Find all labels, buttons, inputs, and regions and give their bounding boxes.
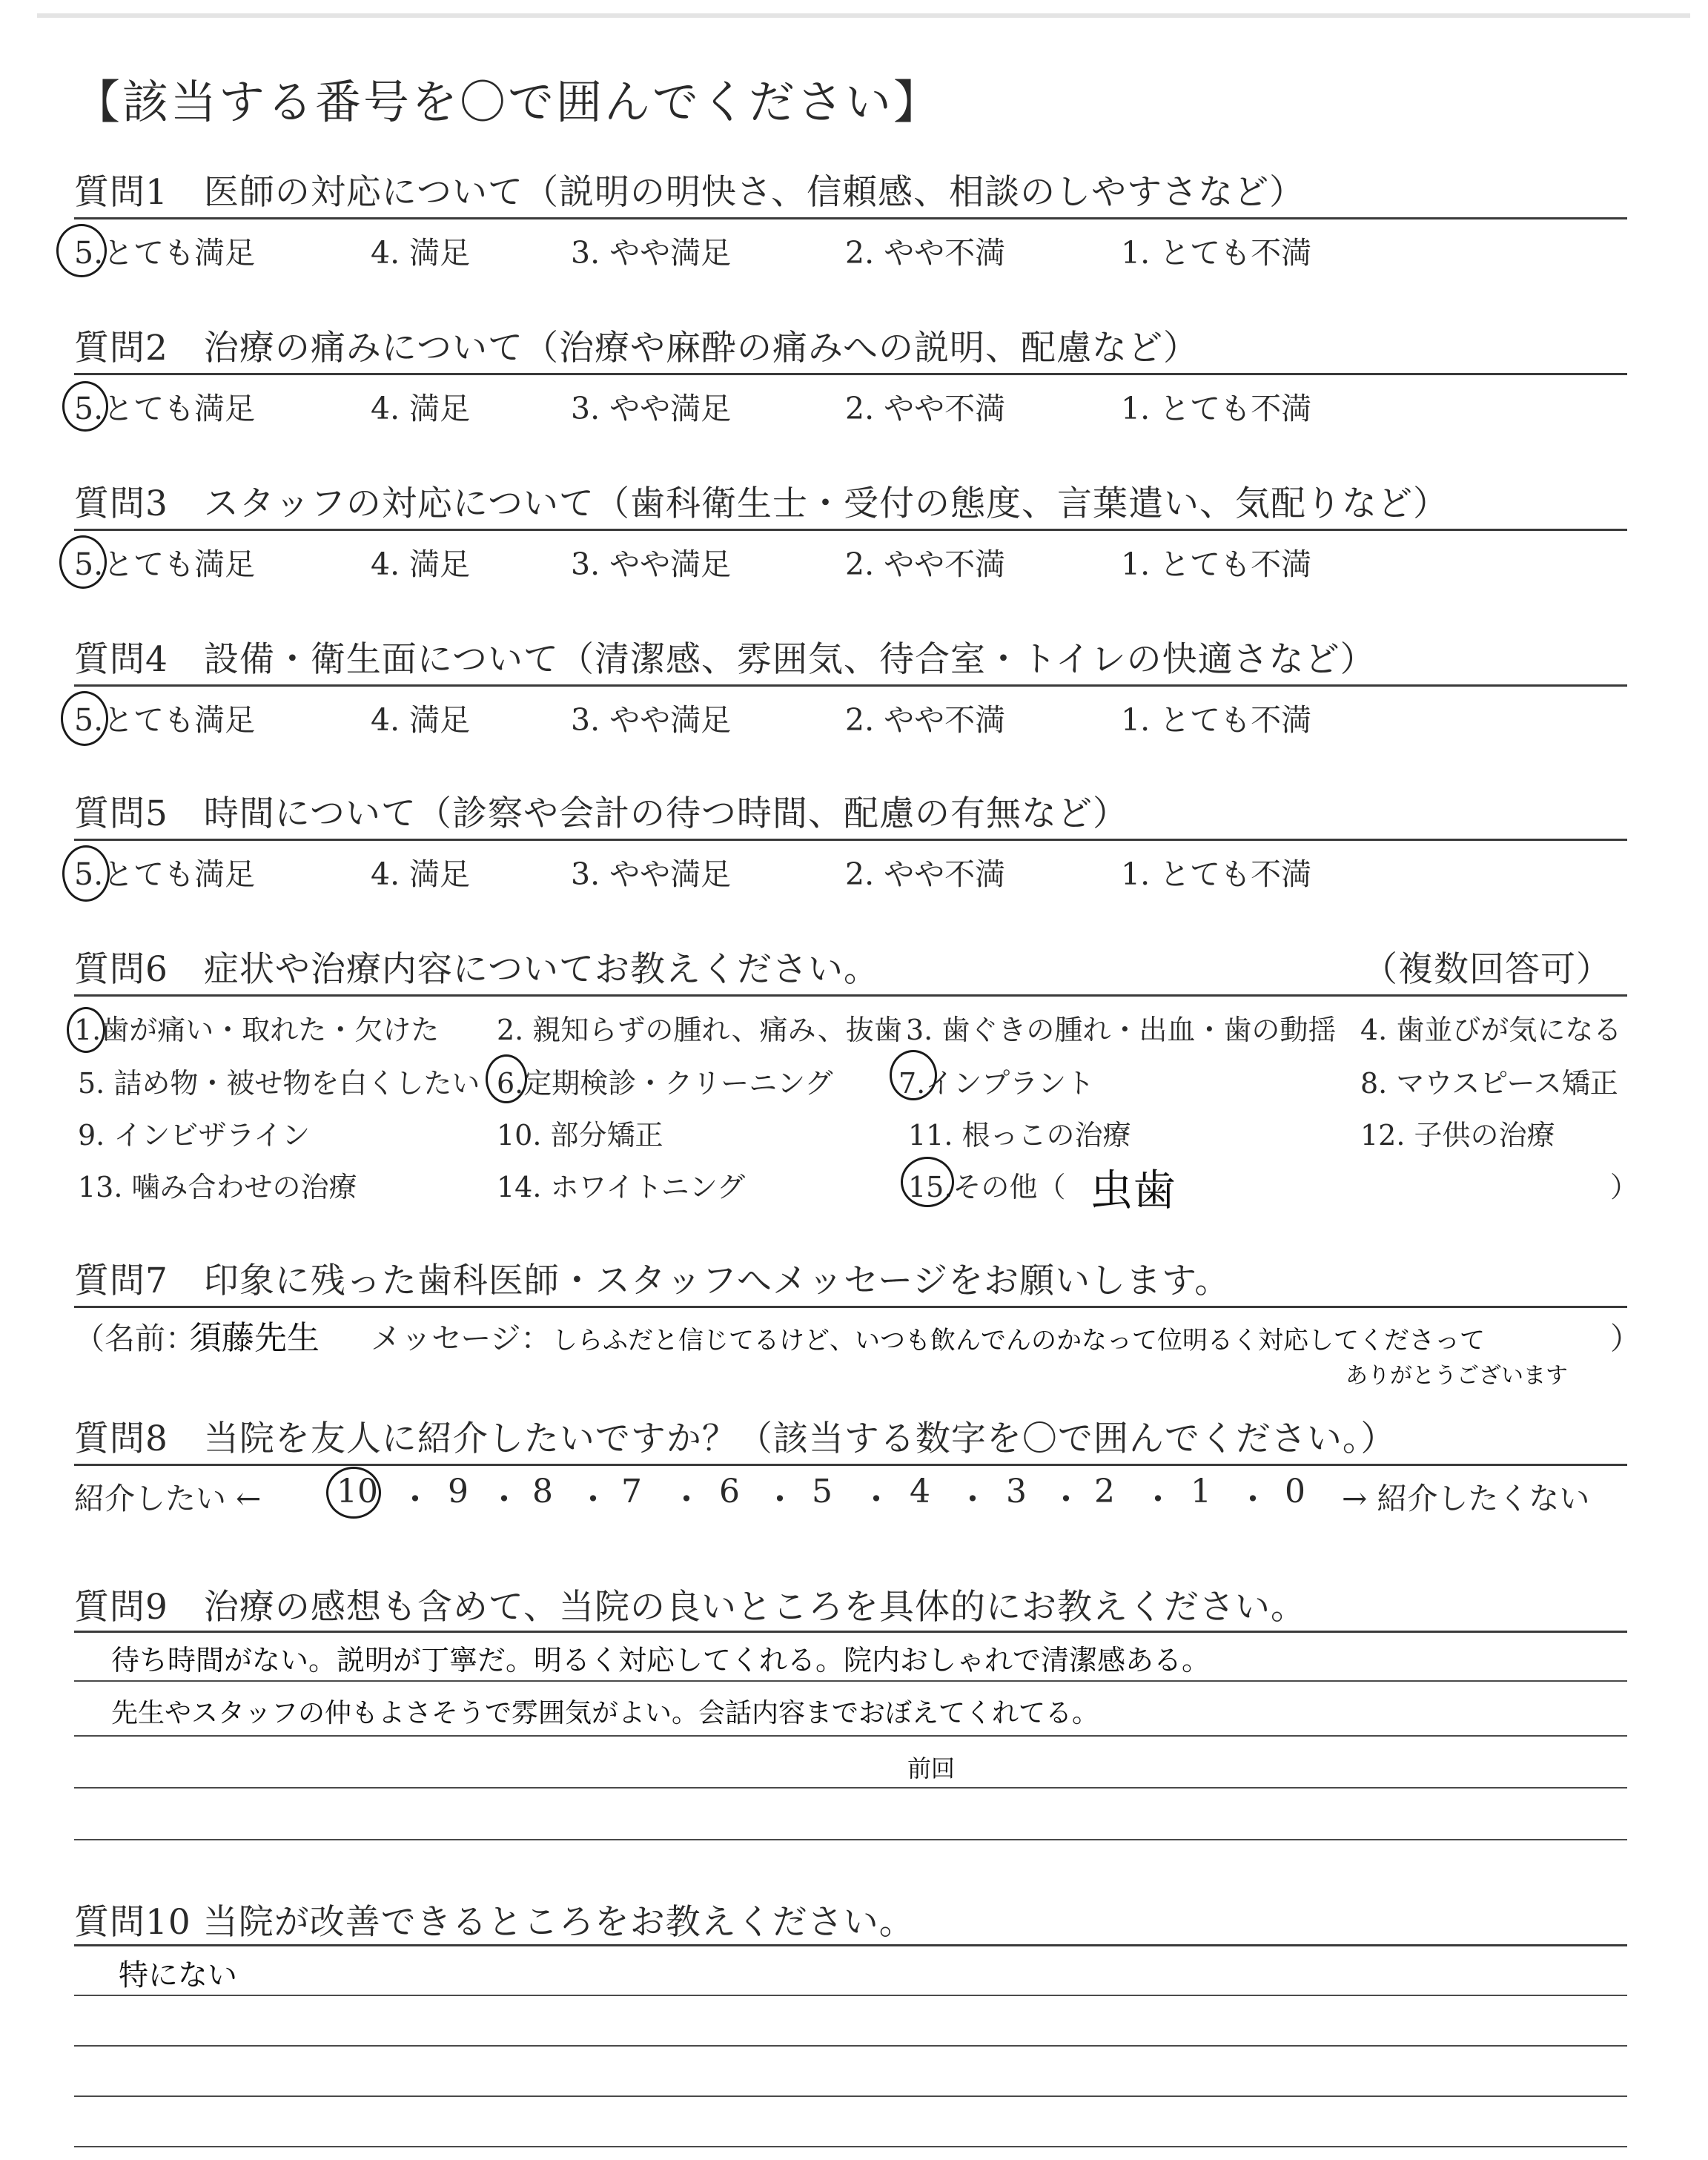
q10-writing-line xyxy=(74,1995,1627,1996)
q9-handwritten-answer-line2: 先生やスタッフの仲もよさそうで雰囲気がよい。会話内容までおぼえてくれてる。 xyxy=(111,1698,1099,1728)
q3-option-5[interactable]: 5.とても満足 xyxy=(74,546,256,582)
q2-option-2[interactable]: 2. やや不満 xyxy=(845,391,1006,426)
q2-option-4[interactable]: 4. 満足 xyxy=(371,391,471,426)
q8-score-2[interactable]: 2 xyxy=(1094,1473,1115,1510)
q10-writing-line xyxy=(74,2095,1627,2097)
q4-option-2[interactable]: 2. やや不満 xyxy=(845,702,1006,738)
q8-score-7[interactable]: 7 xyxy=(621,1473,642,1510)
q6-circle-option-7 xyxy=(890,1050,937,1100)
q3-option-4[interactable]: 4. 満足 xyxy=(371,546,471,582)
q1-option-2[interactable]: 2. やや不満 xyxy=(845,235,1006,271)
question-2-rule xyxy=(74,373,1627,375)
q8-dot-separator: ・ xyxy=(1237,1481,1269,1519)
q6-option-5[interactable]: 5. 詰め物・被せ物を白くしたい xyxy=(78,1067,480,1100)
q6-circle-option-15 xyxy=(901,1157,954,1207)
question-8-rule xyxy=(74,1464,1627,1466)
q6-option-1[interactable]: 1.歯が痛い・取れた・欠けた xyxy=(74,1014,440,1046)
q6-option-4[interactable]: 4. 歯並びが気になる xyxy=(1360,1014,1622,1046)
q8-dot-separator: ・ xyxy=(488,1481,520,1519)
question-5-rule xyxy=(74,839,1627,841)
q4-option-1[interactable]: 1. とても不満 xyxy=(1121,702,1312,738)
q10-writing-line xyxy=(74,2146,1627,2147)
q5-option-3[interactable]: 3. やや満足 xyxy=(571,856,732,892)
q6-circle-option-6 xyxy=(486,1054,527,1103)
q7-name-handwritten: 須藤先生 xyxy=(189,1319,320,1357)
q10-writing-line xyxy=(74,2045,1627,2047)
q3-selection-circle xyxy=(59,535,107,589)
scan-edge xyxy=(37,13,1690,18)
q2-option-3[interactable]: 3. やや満足 xyxy=(571,391,732,426)
q6-other-close-paren: ） xyxy=(1610,1171,1639,1203)
q8-score-4[interactable]: 4 xyxy=(910,1473,930,1510)
q9-writing-line xyxy=(74,1680,1627,1682)
q6-option-13[interactable]: 13. 噛み合わせの治療 xyxy=(78,1171,357,1203)
q7-name-label: （名前： xyxy=(74,1321,196,1356)
q7-message-handwritten-line2: ありがとうございます xyxy=(1345,1363,1568,1389)
question-1-title: 質問1 医師の対応について（説明の明快さ、信頼感、相談のしやすさなど） xyxy=(74,172,1305,213)
question-10-title: 質問10 当院が改善できるところをお教えください。 xyxy=(74,1902,915,1943)
question-7-title: 質問7 印象に残った歯科医師・スタッフへメッセージをお願いします。 xyxy=(74,1261,1231,1301)
q1-selection-circle xyxy=(56,224,107,277)
q2-option-1[interactable]: 1. とても不満 xyxy=(1121,391,1312,426)
q8-right-label: → 紹介したくない xyxy=(1342,1481,1590,1516)
q8-dot-separator: ・ xyxy=(860,1481,893,1519)
q8-dot-separator: ・ xyxy=(956,1481,989,1519)
q7-message-handwritten-line1: しらふだと信じてるけど、いつも飲んでんのかなって位明るく対応してくださって xyxy=(552,1326,1485,1355)
q6-circle-option-1 xyxy=(67,1007,105,1053)
q8-score-3[interactable]: 3 xyxy=(1006,1473,1027,1510)
q9-writing-line xyxy=(74,1787,1627,1789)
q9-writing-line xyxy=(74,1839,1627,1840)
q8-dot-separator: ・ xyxy=(1050,1481,1082,1519)
question-7-rule xyxy=(74,1306,1627,1308)
question-9-title: 質問9 治療の感想も含めて、当院の良いところを具体的にお教えください。 xyxy=(74,1587,1306,1628)
q9-handwritten-answer-line1: 待ち時間がない。説明が丁寧だ。明るく対応してくれる。院内おしゃれで清潔感ある。 xyxy=(111,1644,1211,1677)
q4-option-4[interactable]: 4. 満足 xyxy=(371,702,471,738)
question-4-rule xyxy=(74,684,1627,687)
q6-other-handwritten-answer: 虫歯 xyxy=(1090,1165,1176,1215)
question-6-note: （複数回答可） xyxy=(1363,949,1612,990)
q5-option-2[interactable]: 2. やや不満 xyxy=(845,856,1006,892)
q6-option-7[interactable]: 7.インプラント xyxy=(898,1067,1095,1100)
question-3-rule xyxy=(74,529,1627,531)
q8-score-5[interactable]: 5 xyxy=(812,1473,833,1510)
q8-score-10[interactable]: 10 xyxy=(337,1473,378,1510)
q4-selection-circle xyxy=(61,691,108,746)
q8-dot-separator: ・ xyxy=(577,1481,609,1519)
q8-selection-circle xyxy=(326,1467,381,1519)
q8-score-9[interactable]: 9 xyxy=(448,1473,469,1510)
q3-option-1[interactable]: 1. とても不満 xyxy=(1121,546,1312,582)
q6-option-12[interactable]: 12. 子供の治療 xyxy=(1360,1119,1555,1152)
question-3-title: 質問3 スタッフの対応について（歯科衛生士・受付の態度、言葉遣い、気配りなど） xyxy=(74,483,1449,524)
q6-option-8[interactable]: 8. マウスピース矯正 xyxy=(1360,1067,1618,1100)
q8-dot-separator: ・ xyxy=(764,1481,796,1519)
q6-option-6[interactable]: 6.定期検診・クリーニング xyxy=(497,1067,833,1100)
q6-option-15[interactable]: 15.その他（ xyxy=(908,1171,1066,1203)
question-5-title: 質問5 時間について（診察や会計の待つ時間、配慮の有無など） xyxy=(74,793,1128,834)
q6-option-2[interactable]: 2. 親知らずの腫れ、痛み、抜歯 xyxy=(497,1014,902,1046)
q3-option-2[interactable]: 2. やや不満 xyxy=(845,546,1006,582)
q6-option-14[interactable]: 14. ホワイトニング xyxy=(497,1171,746,1203)
q4-option-5[interactable]: 5.とても満足 xyxy=(74,702,256,738)
q7-close-paren: ） xyxy=(1610,1321,1641,1356)
question-6-title: 質問6 症状や治療内容についてお教えください。 xyxy=(74,949,879,990)
q4-option-3[interactable]: 3. やや満足 xyxy=(571,702,732,738)
q8-score-1[interactable]: 1 xyxy=(1191,1473,1211,1510)
question-9-rule xyxy=(74,1631,1627,1633)
q5-selection-circle xyxy=(62,845,110,902)
q8-left-label: 紹介したい ← xyxy=(74,1481,262,1516)
q8-dot-separator: ・ xyxy=(670,1481,703,1519)
question-1-rule xyxy=(74,217,1627,219)
q1-option-3[interactable]: 3. やや満足 xyxy=(571,235,732,271)
q1-option-1[interactable]: 1. とても不満 xyxy=(1121,235,1312,271)
q8-dot-separator: ・ xyxy=(399,1481,431,1519)
question-6-rule xyxy=(74,994,1627,997)
q3-option-3[interactable]: 3. やや満足 xyxy=(571,546,732,582)
form-instruction-header: 【該当する番号を〇で囲んでください】 xyxy=(74,75,942,129)
q9-writing-line xyxy=(74,1735,1627,1737)
q6-option-10[interactable]: 10. 部分矯正 xyxy=(497,1119,663,1152)
q6-option-9[interactable]: 9. インビザライン xyxy=(78,1119,311,1152)
q1-option-4[interactable]: 4. 満足 xyxy=(371,235,471,271)
q2-option-5[interactable]: 5.とても満足 xyxy=(74,391,256,426)
question-4-title: 質問4 設備・衛生面について（清潔感、雰囲気、待合室・トイレの快適さなど） xyxy=(74,639,1376,680)
question-2-title: 質問2 治療の痛みについて（治療や麻酔の痛みへの説明、配慮など） xyxy=(74,328,1199,369)
q7-message-label: メッセージ： xyxy=(371,1321,552,1356)
q5-option-4[interactable]: 4. 満足 xyxy=(371,856,471,892)
q10-handwritten-answer: 特にない xyxy=(119,1958,237,1992)
q2-selection-circle xyxy=(62,381,108,432)
q5-option-1[interactable]: 1. とても不満 xyxy=(1121,856,1312,892)
q5-option-5[interactable]: 5.とても満足 xyxy=(74,856,256,892)
question-10-rule xyxy=(74,1944,1627,1946)
q8-dot-separator: ・ xyxy=(1142,1481,1174,1519)
q8-score-0[interactable]: 0 xyxy=(1285,1473,1305,1510)
q6-option-11[interactable]: 11. 根っこの治療 xyxy=(908,1119,1131,1152)
question-8-title: 質問8 当院を友人に紹介したいですか？（該当する数字を〇で囲んでください。） xyxy=(74,1418,1397,1459)
q8-score-6[interactable]: 6 xyxy=(719,1473,740,1510)
q9-handwritten-insert-note: 前回 xyxy=(907,1754,956,1783)
q6-option-3[interactable]: 3. 歯ぐきの腫れ・出血・歯の動揺 xyxy=(906,1014,1337,1046)
q8-score-8[interactable]: 8 xyxy=(532,1473,553,1510)
q1-option-5[interactable]: 5.とても満足 xyxy=(74,235,256,271)
